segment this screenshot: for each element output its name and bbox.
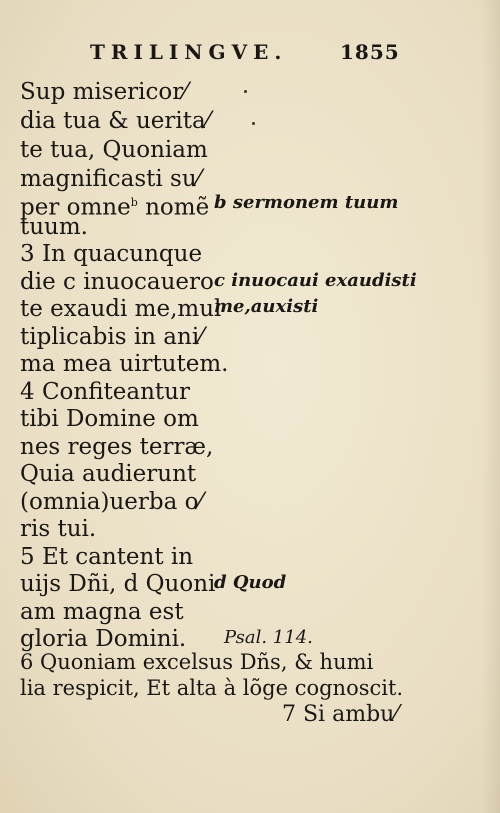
note-marker-b: b [130, 196, 138, 209]
text-line: 3 In quacunque [20, 241, 203, 267]
text-line: uijs Dñi, d Quoni [20, 571, 216, 597]
margin-gloss-b: b sermonem tuum [214, 192, 399, 213]
psalm-cross-reference: Psal. 114. [224, 627, 313, 648]
text-line: die c inuocauero [20, 269, 214, 295]
text-line: (omnia)uerba o⁄ [20, 489, 203, 515]
text-line-end: nomẽ [145, 194, 210, 221]
text-line: te exaudi me,mul [20, 296, 222, 322]
text-line: tuum. [20, 214, 88, 240]
text-line: dia tua & uerita⁄ [20, 108, 210, 134]
text-line: Sup misericor⁄ [20, 79, 188, 105]
text-line: nes reges terræ, [20, 434, 214, 460]
text-line: tibi Domine om [20, 406, 199, 432]
text-line: lia respicit, Et alta à lõge cognoscit. [20, 676, 404, 700]
text-line: 4 Confiteantur [20, 379, 190, 405]
text-line: ris tui. [20, 516, 97, 542]
text-line-start: per omne [20, 194, 131, 221]
text-line: 5 Et cantent in [20, 544, 194, 570]
page-edge-shadow [482, 0, 500, 813]
text-line: te tua, Quoniam [20, 137, 208, 163]
text-line: 6 Quoniam excelsus Dñs, & humi [20, 650, 374, 674]
catchword-line: 7 Si ambu⁄ [282, 702, 398, 727]
running-head-title: TRILINGVE. [90, 40, 288, 64]
text-line: gloria Domini. [20, 626, 187, 652]
margin-gloss-c: c inuocaui exaudisti [214, 270, 417, 291]
ink-speck [252, 122, 255, 125]
text-line: am magna est [20, 599, 184, 625]
text-line: tiplicabis in ani⁄ [20, 324, 204, 350]
text-line: Quia audierunt [20, 461, 197, 487]
margin-gloss-d: d Quod [214, 572, 287, 593]
text-line: magnificasti su⁄ [20, 166, 201, 192]
page-number: 1855 [340, 40, 400, 64]
ink-speck [244, 90, 247, 93]
text-line: ma mea uirtutem. [20, 351, 229, 377]
margin-gloss-c-continued: me,auxisti [214, 296, 319, 317]
